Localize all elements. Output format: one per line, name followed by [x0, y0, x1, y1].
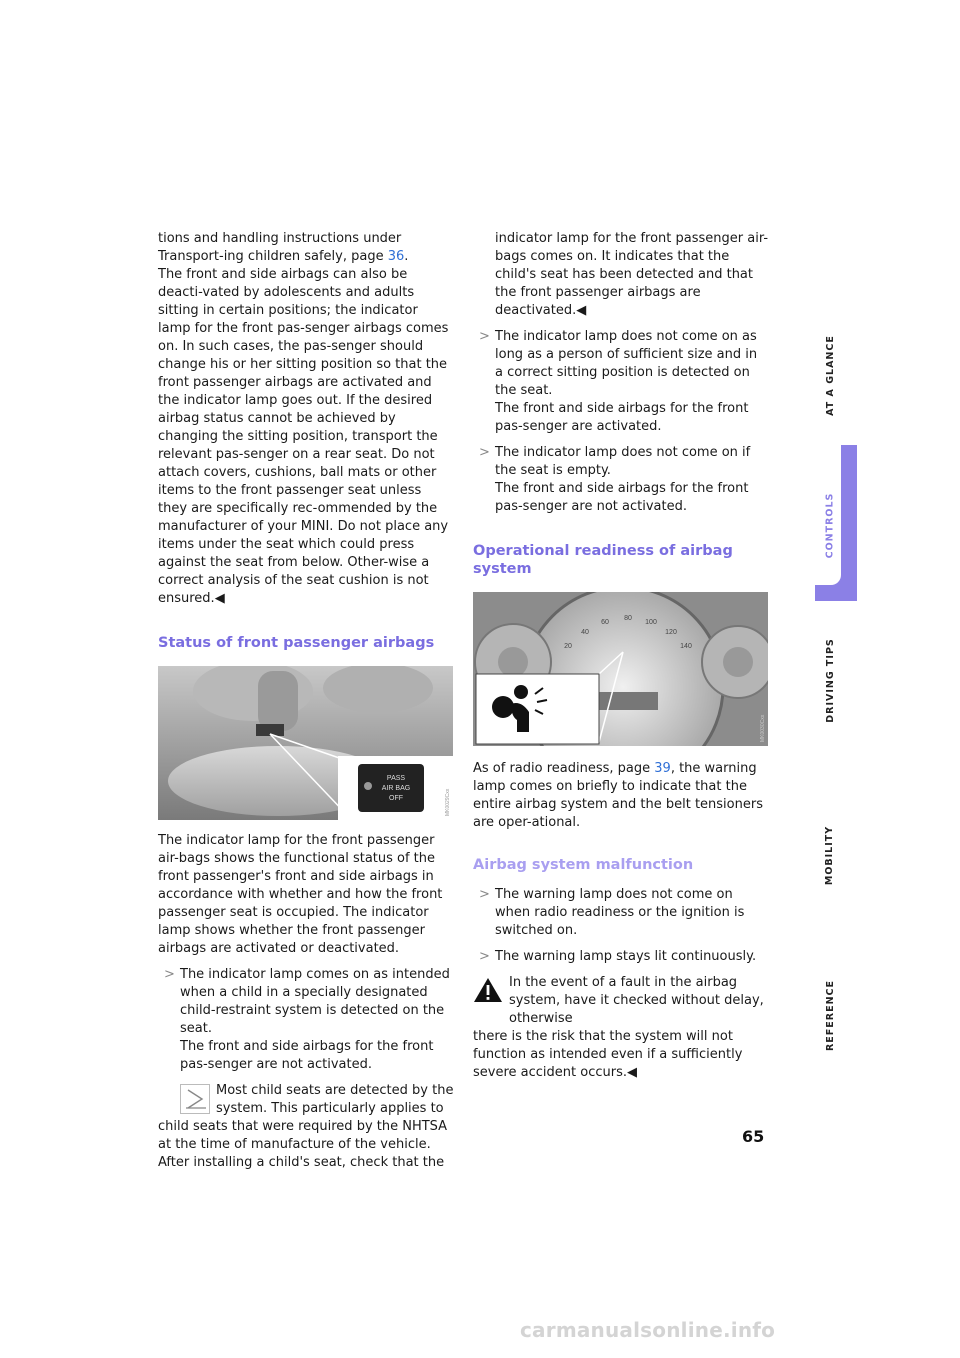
speed-tick-100: 100: [645, 619, 657, 626]
airbag-symbol-icon: [364, 782, 372, 790]
bullet-lamp-not-on: > The warning lamp does not come on when radio readiness or the ignition is switched on.: [479, 887, 745, 938]
figure-code: MK0029Cxx: [445, 788, 451, 816]
bullet-child-detected: > The indicator lamp comes on as intended when a child in a specially designated child-restraint system is detected on the seat. The front and side airbags for the front pas-senger are not activated.: [164, 967, 450, 1072]
right-column: [473, 230, 769, 1082]
page-link-36[interactable]: 36: [387, 249, 405, 264]
intro-paragraph: tions and handling instructions under Transport-ing children safely, page 36.: [158, 231, 409, 264]
watermark: carmanualsonline.info: [520, 1318, 776, 1342]
status-paragraph: The indicator lamp for the front passenger air-bags shows the functional status of the front passenger's front and side airbags in accordance with whether and how the front passenger seat is occupied. The indicator lamp shows whether the front passenger airbags are activated or deactivated.: [158, 833, 443, 956]
end-mark: ◀: [214, 591, 225, 606]
speed-tick-40: 40: [581, 629, 589, 636]
page-number: 65: [742, 1127, 765, 1146]
tab-controls[interactable]: CONTROLS: [824, 492, 836, 558]
heading-airbag-malfunction: Airbag system malfunction: [473, 857, 694, 873]
bullet-lamp-stays-lit: > The warning lamp stays lit continuously.: [479, 949, 757, 964]
airbag-label: AIR BAG: [381, 785, 411, 792]
warning-triangle-icon: [473, 976, 503, 1004]
deactivation-paragraph: The front and side airbags can also be deacti-vated by adolescents and adults sitting in certain positions; the indicator lamp for the front pas-senger airbags comes on. In such cases, the pas-senger should change his or her sitting position so that the front passenger airbags are activated and the indicator lamp goes out. If the desired airbag status cannot be achieved by changing the sitting position, transport the relevant pas-senger on a rear seat. Do not attach covers, cushions, ball mats or other items to the front passenger seat unless they are specifically rec-ommended by the manufacturer of your MINI. Do not place any items under the seat which could press against the seat from below. Other-wise a correct analysis of the seat cushion is not ensured.◀: [158, 267, 449, 606]
bullet-marker: >: [164, 967, 175, 982]
continued-bullet-text: indicator lamp for the front passenger air-bags comes on. It indicates that the child's seat has been detected and that the front passenger airbags are deactivated.◀: [495, 231, 769, 318]
tab-reference[interactable]: REFERENCE: [824, 979, 836, 1051]
note-triangle-icon: [180, 1084, 210, 1114]
off-label: OFF: [389, 795, 403, 802]
speed-tick-20: 20: [564, 643, 572, 650]
chapter-tabs: [800, 310, 860, 1070]
pass-label: PASS: [386, 775, 406, 782]
page-link-39[interactable]: 39: [654, 761, 671, 776]
bullet-seat-empty: > The indicator lamp does not come on if the seat is empty. The front and side airbags for the front pas-senger are not activated.: [479, 445, 751, 514]
figure-speedometer-airbag-lamp: [473, 592, 768, 746]
note-child-seats: Most child seats are detected by the system. This particularly applies to child seats that were required by the NHTSA at the time of manufacture of the vehicle. After installing a child's seat, check that the: [158, 1083, 454, 1170]
speed-tick-120: 120: [665, 629, 677, 636]
readiness-paragraph: As of radio readiness, page 39, the warning lamp comes on briefly to indicate that the entire airbag system and the belt tensioners are oper-ational.: [473, 761, 763, 830]
left-column: [158, 230, 454, 1172]
tab-mobility[interactable]: MOBILITY: [824, 825, 836, 885]
tab-at-a-glance[interactable]: AT A GLANCE: [824, 334, 836, 416]
speed-tick-60: 60: [601, 619, 609, 626]
bullet-person-detected: > The indicator lamp does not come on as long as a person of sufficient size and in a correct sitting position is detected on the seat. The front and side airbags for the front pas-senger are activated.: [479, 329, 758, 434]
heading-status-front-passenger-airbags: Status of front passenger airbags: [158, 635, 435, 651]
overhead-console-illustration: [158, 666, 453, 820]
tab-driving-tips[interactable]: DRIVING TIPS: [824, 637, 836, 723]
speed-tick-80: 80: [624, 615, 632, 622]
heading-operational-readiness: Operational readiness of airbag system: [473, 543, 733, 577]
figure-code-2: MK0030Cxx: [760, 714, 766, 742]
speed-tick-140: 140: [680, 643, 692, 650]
speedometer-illustration: [473, 592, 768, 746]
figure-passenger-airbag-off-lamp: [158, 666, 453, 820]
warning-fault-airbag: In the event of a fault in the airbag system, have it checked without delay, otherwise there is the risk that the system will not function as intended even if a sufficiently severe accident occurs.◀: [473, 975, 764, 1080]
